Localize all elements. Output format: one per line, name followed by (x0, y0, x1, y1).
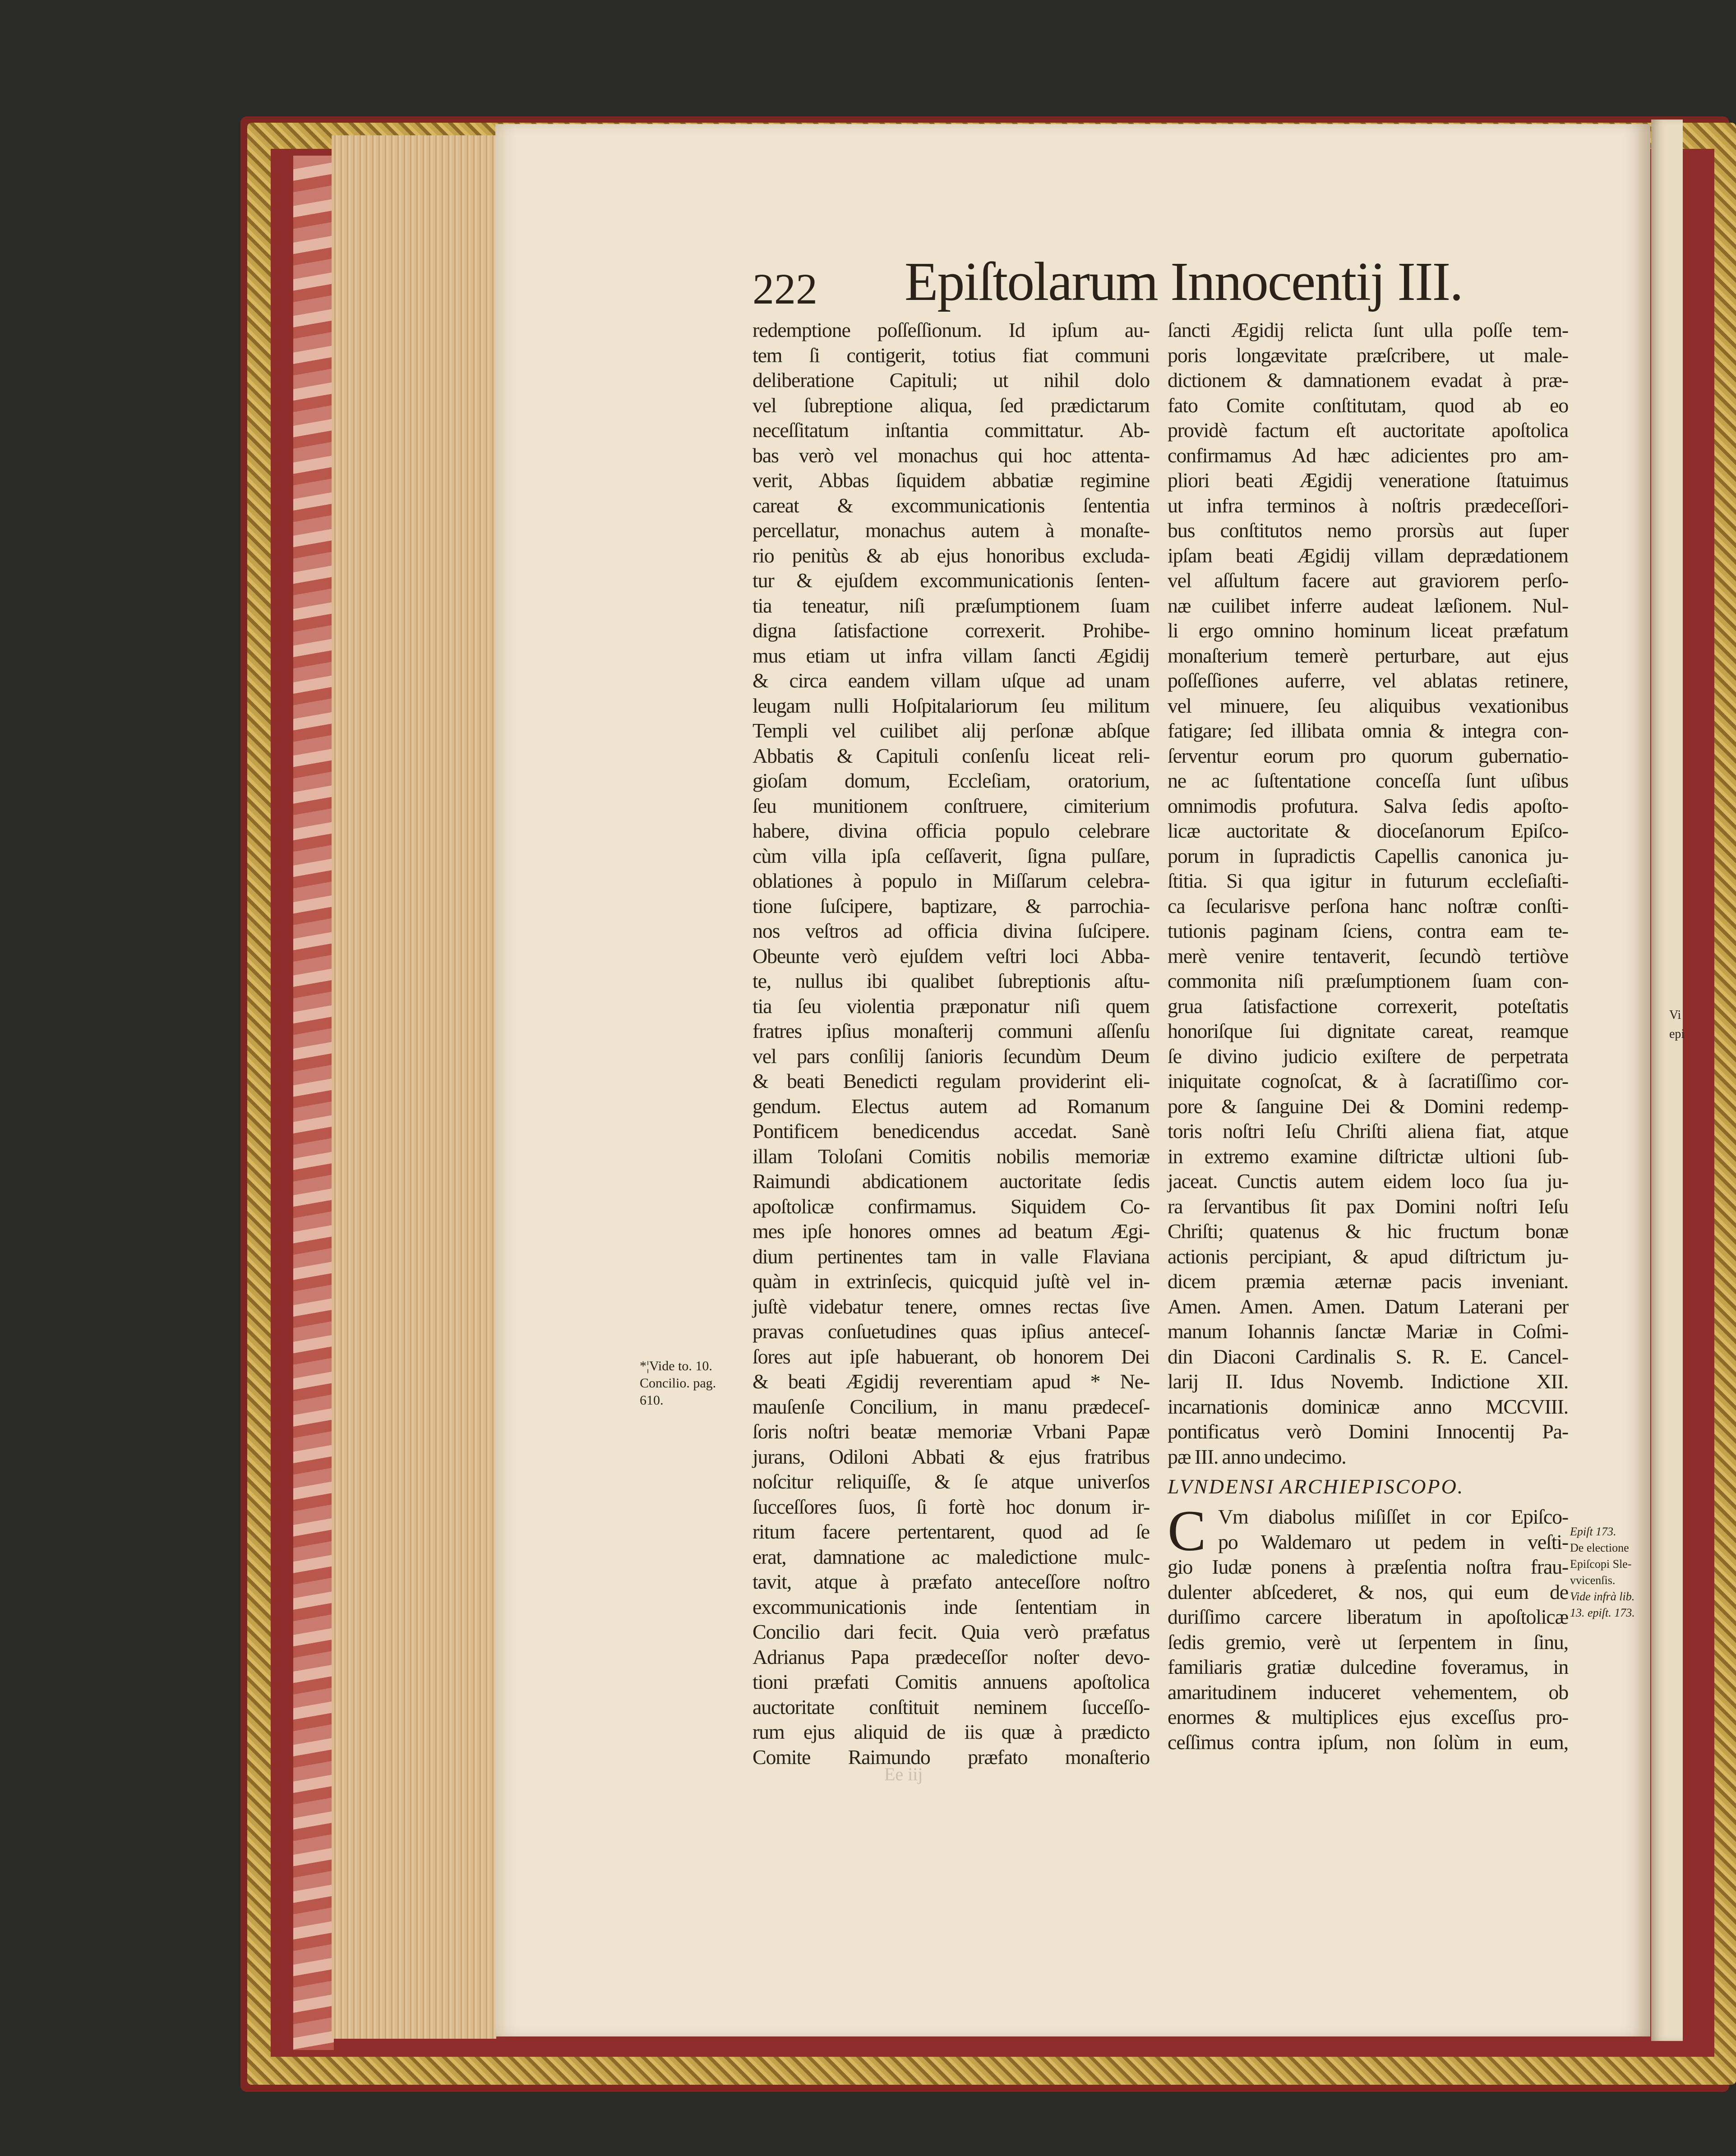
text-line: grua ſatisfactione correxerit, poteſtatis (1168, 994, 1568, 1018)
margin-note-line: *¦Vide to. 10. (640, 1359, 712, 1373)
text-line: pontificatus verò Domini Innocentij Pa- (1168, 1420, 1568, 1443)
text-line: ca ſecularisve perſona hanc noſtræ conſti- (1168, 894, 1568, 917)
text-line: toris noſtri Ieſu Chriſti aliena fiat, atque (1168, 1119, 1568, 1142)
text-line: Adrianus Papa prædeceſſor noſter devo- (753, 1645, 1150, 1668)
text-line: & circa eandem villam uſque ad unam (753, 669, 1150, 692)
text-line: bas verò vel monachus qui hoc attenta- (753, 443, 1150, 467)
text-line: commonita niſi præſumptionem ſuam con- (1168, 969, 1568, 992)
text-line: leugam nulli Hoſpitalariorum ſeu militum (753, 694, 1150, 717)
text-line: ut infra terminos à noſtris prædeceſſori- (1168, 493, 1568, 517)
running-title: Epiſtolarum Innocentij III. (905, 251, 1463, 312)
text-line: Amen. Amen. Amen. Datum Laterani per (1168, 1295, 1568, 1318)
text-line: ipſam beati Ægidij villam deprædationem (1168, 544, 1568, 567)
text-line: ſerventur eorum pro quorum gubernatio- (1168, 744, 1568, 767)
text-line: dictionem & damnationem evadat à præ- (1168, 369, 1568, 392)
text-line: percellatur, monachus autem à monaſte- (753, 519, 1150, 542)
letter-line: enormes & multiplices ejus exceſſus pro- (1168, 1705, 1568, 1728)
text-line: gendum. Electus autem ad Romanum (753, 1094, 1150, 1118)
text-line: illam Toloſani Comitis nobilis memoriæ (753, 1144, 1150, 1168)
text-line: ſucceſſores ſuos, ſi fortè hoc donum ir- (753, 1495, 1150, 1518)
letter-line: amaritudinem induceret vehementem, ob (1168, 1680, 1568, 1704)
text-line: tur & ejuſdem excommunicationis ſenten- (753, 569, 1150, 592)
text-line: nos veſtros ad officia divina ſuſcipere. (753, 919, 1150, 942)
text-line: rum ejus aliquid de iis quæ à prædicto (753, 1720, 1150, 1743)
text-line: ſores aut ipſe habuerant, ob honorem Dei (753, 1345, 1150, 1368)
letter-line: Vm diabolus miſiſſet in cor Epiſco- (1218, 1505, 1568, 1528)
text-line: vel pars conſilij ſanioris ſecundùm Deum (753, 1044, 1150, 1068)
letter-line: ſedis gremio, verè ut ſerpentem in ſinu, (1168, 1630, 1568, 1654)
text-line: providè factum eſt auctoritate apoſtolica (1168, 419, 1568, 442)
text-line: confirmamus Ad hæc adicientes pro am- (1168, 443, 1568, 467)
text-line: fato Comite conſtitutam, quod ab eo (1168, 393, 1568, 417)
text-line: Raimundi abdicationem auctoritate ſedis (753, 1170, 1150, 1193)
text-line: ritum facere pertentarent, quod ad ſe (753, 1520, 1150, 1543)
text-line: licæ auctoritate & dioceſanorum Epiſco- (1168, 819, 1568, 842)
text-line: & beati Ægidij reverentiam apud * Ne- (753, 1370, 1150, 1393)
text-line: vel minuere, ſeu aliquibus vexationibus (1168, 694, 1568, 717)
text-line: din Diaconi Cardinalis S. R. E. Cancel- (1168, 1345, 1568, 1368)
text-line: tem ſi contigerit, totius fiat communi (753, 343, 1150, 367)
text-line: pæ III. anno undecimo. (1168, 1445, 1346, 1468)
text-line: merè venire tentaverit, ſecundò tertiòve (1168, 944, 1568, 967)
text-line: habere, divina officia populo celebrare (753, 819, 1150, 842)
text-line: tione ſuſcipere, baptizare, & parrochia- (753, 894, 1150, 917)
text-line: larij II. Idus Novemb. Indictione XII. (1168, 1370, 1568, 1393)
text-line: cùm villa ipſa ceſſaverit, ſigna pulſare, (753, 844, 1150, 867)
text-line: ne ac ſuſtentatione conceſſa ſunt uſibus (1168, 769, 1568, 792)
text-line: noſcitur reliquiſſe, & ſe atque univerſos (753, 1470, 1150, 1493)
letter-body (1168, 1499, 1568, 1755)
text-line: jurans, Odiloni Abbati & ejus fratribus (753, 1445, 1150, 1468)
drop-cap: C (1168, 1499, 1206, 1563)
text-line: apoſtolicæ confirmamus. Siquidem Co- (753, 1194, 1150, 1218)
text-line: vel aſſultum facere aut graviorem perſo- (1168, 569, 1568, 592)
text-line: mauſenſe Concilium, in manu prædeceſ- (753, 1395, 1150, 1418)
text-line: fatigare; ſed illibata omnia & integra con- (1168, 719, 1568, 742)
text-line: tia teneatur, niſi præſumptionem ſuam (753, 594, 1150, 617)
marbled-endpaper (293, 156, 334, 2050)
text-line: honoriſque ſui dignitate careat, reamque (1168, 1019, 1568, 1042)
left-text-column (753, 318, 1150, 1769)
facing-page-edge (1651, 120, 1683, 2041)
text-line: monaſterium temerè perturbare, aut ejus (1168, 644, 1568, 667)
letter-line: dulenter abſcederet, & nos, qui eum de (1168, 1580, 1568, 1603)
text-line: pore & ſanguine Dei & Domini redemp- (1168, 1094, 1568, 1118)
text-line: juſtè videbatur tenere, omnes rectas ſive (753, 1295, 1150, 1318)
fragment-line: Vi (1669, 1008, 1681, 1022)
text-line: tia ſeu violentia præponatur niſi quem (753, 994, 1150, 1018)
text-line: Concilio dari fecit. Quia verò præfatus (753, 1620, 1150, 1643)
text-line: mus etiam ut infra villam ſancti Ægidij (753, 644, 1150, 667)
text-line: omnimodis profutura. Salva ſedis apoſto- (1168, 794, 1568, 817)
text-line: pravas conſuetudines quas ipſius anteceſ- (753, 1320, 1150, 1343)
text-line: vel ſubreptione aliqua, ſed prædictarum (753, 393, 1150, 417)
margin-note-line: 610. (640, 1393, 664, 1408)
text-line: Pontificem benedicendus accedat. Sanè (753, 1119, 1150, 1142)
text-line: bus conſtitutos nemo prorsùs aut ſuper (1168, 519, 1568, 542)
text-line: verit, Abbas ſiquidem abbatiæ regimine (753, 469, 1150, 492)
text-line: tutionis paginam ſciens, contra eam te- (1168, 919, 1568, 942)
text-line: næ cuilibet inferre audeat læſionem. Nul- (1168, 594, 1568, 617)
text-line: manum Iohannis ſanctæ Mariæ in Coſmi- (1168, 1320, 1568, 1343)
margin-note-line: Concilio. pag. (640, 1376, 716, 1391)
text-line: in extremo examine diſtrictæ ultioni ſub- (1168, 1144, 1568, 1168)
text-line: ra ſervantibus ſit pax Domini noſtri Ieſu (1168, 1194, 1568, 1218)
text-line: li ergo omnino hominum liceat præfatum (1168, 619, 1568, 642)
page-block-edge (332, 135, 496, 2039)
text-line: pliori beati Ægidij veneratione ſtatuimus (1168, 469, 1568, 492)
margin-note-line: vvicenſis. (1570, 1574, 1616, 1587)
margin-note-line: Vide infrà lib. (1570, 1590, 1635, 1603)
text-line: & beati Benedicti regulam providerint eli- (753, 1069, 1150, 1092)
text-line: ſe divino judicio exiſtere de perpetrata (1168, 1044, 1568, 1068)
letter-line: ceſſimus contra ipſum, non ſolùm in eum, (1168, 1730, 1568, 1754)
text-line: fratres ipſius monaſterij communi aſſenſu (753, 1019, 1150, 1042)
text-line: rio penitùs & ab ejus honoribus excluda- (753, 544, 1150, 567)
text-line: redemptione poſſeſſionum. Id ipſum au- (753, 318, 1150, 341)
text-line: Templi vel cuilibet alij perſonæ abſque (753, 719, 1150, 742)
text-line: Chriſti; quatenus & hic fructum bonæ (1168, 1220, 1568, 1243)
margin-note-line: Epiſt 173. (1570, 1525, 1616, 1538)
text-line: dium pertinentes tam in valle Flaviana (753, 1244, 1150, 1268)
page-number: 222 (753, 265, 817, 313)
margin-note-line: De electione (1570, 1541, 1629, 1554)
text-line: tioni præfati Comitis annuens apoſtolica (753, 1670, 1150, 1693)
right-text-column (1168, 318, 1568, 1755)
text-line: te, nullus ibi qualibet ſubreptionis aſtu- (753, 969, 1150, 992)
text-line: Comite Raimundo præfato monaſterio (753, 1745, 1150, 1769)
text-line: actionis percipiant, & apud diſtrictum ju- (1168, 1244, 1568, 1268)
text-line: jaceat. Cunctis autem eidem loco ſua ju- (1168, 1170, 1568, 1193)
margin-note-left (640, 1358, 716, 1409)
text-line: dicem præmia æternæ pacis inveniant. (1168, 1270, 1568, 1293)
text-line: iniquitate cognoſcat, & à ſacratiſſimo cor- (1168, 1069, 1568, 1092)
text-line: mes ipſe honores omnes ad beatum Ægi- (753, 1220, 1150, 1243)
text-line: porum in ſupradictis Capellis canonica ju- (1168, 844, 1568, 867)
text-line: digna ſatisfactione correxerit. Prohibe- (753, 619, 1150, 642)
catchword: Ee iij (884, 1764, 923, 1784)
text-line: careat & excommunicationis ſententia (753, 493, 1150, 517)
text-line: poris longævitate præſcribere, ut male- (1168, 343, 1568, 367)
margin-note-line: Epiſcopi Sle- (1570, 1557, 1632, 1571)
text-line: ſoris noſtri beatæ memoriæ Vrbani Papæ (753, 1420, 1150, 1443)
letter-line: familiaris gratiæ dulcedine foveramus, in (1168, 1655, 1568, 1678)
margin-note-right (1570, 1524, 1635, 1621)
text-line: deliberatione Capituli; ut nihil dolo (753, 369, 1150, 392)
text-line: quàm in extrinſecis, quicquid juſtè vel in- (753, 1270, 1150, 1293)
text-line: erat, damnatione ac maledictione mulc- (753, 1545, 1150, 1568)
text-line: tavit, atque à præfato anteceſſore noſtro (753, 1570, 1150, 1593)
text-line: gioſam domum, Eccleſiam, oratorium, (753, 769, 1150, 792)
text-line: auctoritate conſtituit neminem ſucceſſo- (753, 1695, 1150, 1718)
text-line: incarnationis dominicæ anno MCCVIII. (1168, 1395, 1568, 1418)
text-line: excommunicationis inde ſententiam in (753, 1595, 1150, 1618)
text-line: Obeunte verò ejuſdem veſtri loci Abba- (753, 944, 1150, 967)
text-line: ſeu munitionem conſtruere, cimiterium (753, 794, 1150, 817)
text-line: poſſeſſiones auferre, vel ablatas retinere, (1168, 669, 1568, 692)
margin-note-line: 13. epiſt. 173. (1570, 1606, 1635, 1619)
text-line: Abbatis & Capituli conſenſu liceat reli- (753, 744, 1150, 767)
text-line: neceſſitatum inſtantia committatur. Ab- (753, 419, 1150, 442)
letter-heading: LVNDENSI ARCHIEPISCOPO. (1168, 1475, 1464, 1498)
text-line: ſancti Ægidij relicta ſunt ulla poſſe tem- (1168, 318, 1568, 341)
facing-page-text-fragment (1669, 1006, 1685, 1044)
letter-line: duriſſimo carcere liberatum in apoſtolicæ (1168, 1605, 1568, 1628)
letter-line: gio Iudæ ponens à præſentia noſtra frau- (1168, 1555, 1568, 1578)
fragment-line: epi (1669, 1027, 1685, 1041)
text-line: ſtitia. Si qua igitur in futurum eccleſiaſti- (1168, 869, 1568, 892)
text-line: oblationes à populo in Miſſarum celebra- (753, 869, 1150, 892)
letter-line: po Waldemaro ut pedem in veſti- (1218, 1530, 1568, 1553)
